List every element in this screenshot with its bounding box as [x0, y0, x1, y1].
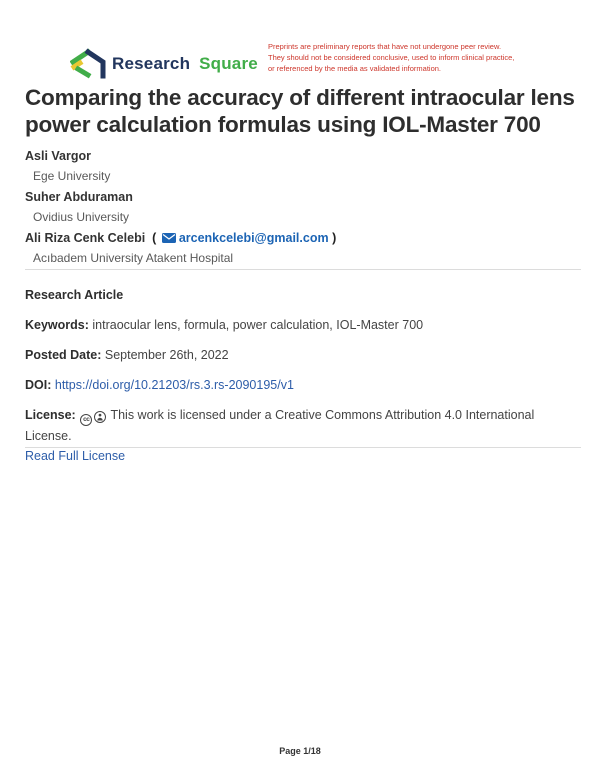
logo-wordmark: [112, 54, 258, 74]
author-name-text: Ali Riza Cenk Celebi: [25, 231, 146, 245]
keywords-row: [25, 315, 581, 335]
research-square-icon: [70, 47, 106, 81]
disclaimer-line-2: They should not be considered conclusive, used to inform clinical practice,: [268, 53, 515, 62]
disclaimer-line-1: Preprints are preliminary reports that have not undergone peer review.: [268, 42, 502, 51]
posted-date-row: [25, 345, 581, 365]
divider-top: [25, 269, 581, 270]
keywords-label: Keywords:: [25, 318, 89, 332]
article-title: Comparing the accuracy of different intraocular lens power calculation formulas using IOL-Master 700: [25, 85, 575, 137]
license-text: This work is licensed under a Creative Commons Attribution 4.0 International License.: [25, 408, 535, 444]
envelope-icon: [162, 233, 176, 243]
author-list: [25, 148, 581, 271]
author-name-corresponding: [25, 230, 581, 246]
read-full-license-link[interactable]: Read Full License: [25, 449, 126, 464]
email-paren-open: (: [152, 231, 157, 245]
author-affiliation: Acıbadem University Atakent Hospital: [33, 251, 234, 265]
article-type: [25, 285, 581, 305]
corresponding-author-email-link[interactable]: arcenkcelebi@gmail.com: [178, 231, 329, 245]
author-affiliation: Ovidius University: [33, 210, 130, 224]
license-row: [25, 405, 581, 466]
research-square-logo: [70, 47, 258, 81]
creative-commons-icon: [80, 414, 92, 426]
article-type-label: Research Article: [25, 288, 124, 302]
cc-glyph: cc: [83, 416, 90, 423]
author-name: Suher Abduraman: [25, 190, 133, 204]
keywords-value: intraocular lens, formula, power calculation, IOL-Master 700: [92, 318, 424, 332]
author-name: Asli Vargor: [25, 149, 91, 163]
posted-date-label: Posted Date:: [25, 348, 102, 362]
divider-bottom: [25, 447, 581, 448]
disclaimer-line-3: or referenced by the media as validated information.: [268, 64, 442, 73]
doi-link[interactable]: https://doi.org/10.21203/rs.3.rs-2090195/v1: [54, 378, 294, 392]
posted-date-value: September 26th, 2022: [104, 348, 229, 362]
author-affiliation: Ege University: [33, 169, 111, 183]
author-email-wrap: [149, 231, 337, 245]
page-number: Page 1/18: [279, 746, 321, 756]
logo-wordmark-primary: Research: [112, 54, 191, 73]
email-paren-close: ): [332, 231, 337, 245]
logo-wordmark-secondary: Square: [199, 54, 258, 73]
attribution-person-icon: [94, 411, 106, 423]
preprint-disclaimer: [268, 41, 553, 74]
license-label: License:: [25, 408, 76, 422]
doi-row: [25, 375, 581, 395]
doi-label: DOI:: [25, 378, 52, 392]
